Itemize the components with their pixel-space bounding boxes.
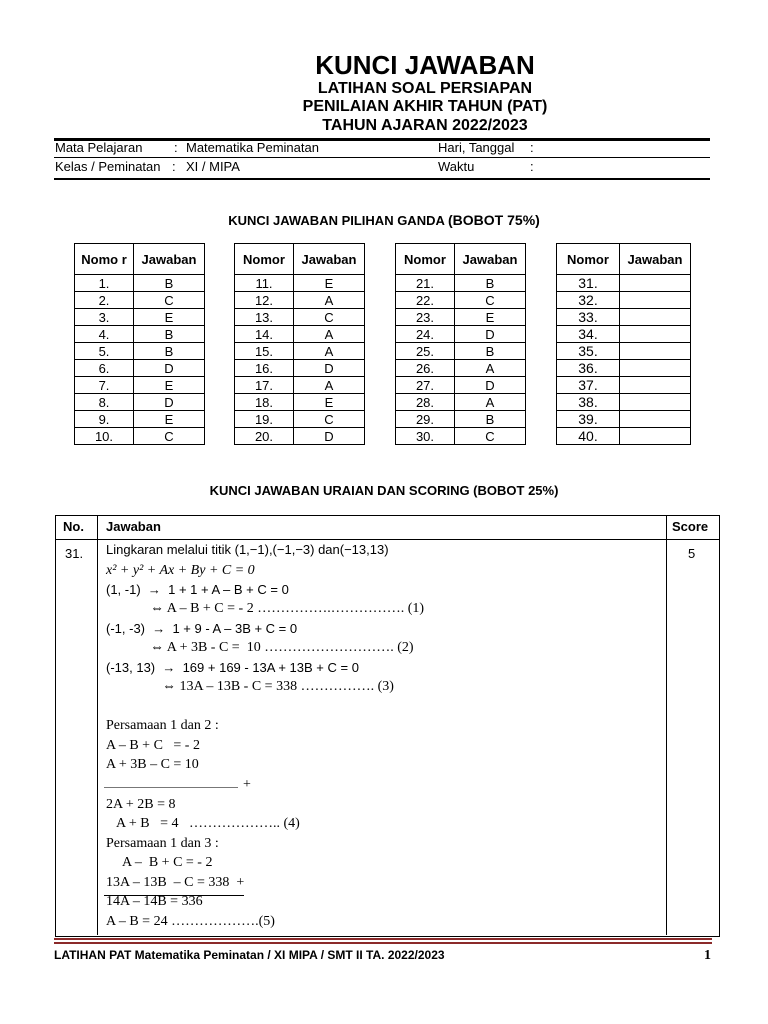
solution-line: 13A – 13B – C = 338 + [106, 875, 245, 890]
answer-value: C [455, 292, 526, 309]
answer-row [557, 360, 691, 377]
answer-row [75, 377, 205, 394]
answer-row [557, 343, 691, 360]
answer-number: 34. [557, 326, 620, 343]
hari-sep: : [530, 140, 534, 155]
pg-section-title [0, 212, 768, 228]
answer-number: 1. [75, 275, 134, 292]
answer-value [620, 309, 691, 326]
answer-value: E [134, 309, 205, 326]
solution-line: A – B + C = - 2 [106, 738, 200, 753]
answer-row [75, 292, 205, 309]
answer-row [235, 360, 365, 377]
answer-row [396, 377, 526, 394]
solution-line: A – B + C = - 2 [122, 855, 213, 870]
answer-value: C [134, 428, 205, 445]
answer-value: B [134, 275, 205, 292]
solution-line: ⇔ A + 3B - C = 10 ………………………. (2) [150, 640, 414, 655]
answer-value: A [294, 292, 365, 309]
solution-line: A – B = 24 ……………….(5) [106, 914, 275, 929]
essay-row-number: 31. [65, 546, 84, 561]
answer-row [235, 326, 365, 343]
answer-row [557, 428, 691, 445]
answer-value: A [294, 343, 365, 360]
essay-col-answer: Jawaban [106, 519, 161, 534]
answer-row [557, 275, 691, 292]
answer-value: A [455, 360, 526, 377]
footer-rule-2 [54, 942, 712, 944]
answer-row [557, 326, 691, 343]
waktu-label: Waktu [438, 159, 475, 174]
answer-row [396, 292, 526, 309]
answer-value [620, 292, 691, 309]
answer-row [557, 411, 691, 428]
answer-number: 39. [557, 411, 620, 428]
solution-line: ⇔ A – B + C = - 2 …………….……………. (1) [150, 601, 425, 616]
answer-row [396, 309, 526, 326]
solution-line: (-1, -3) → 1 + 9 - A – 3B + C = 0 [106, 621, 298, 636]
answer-row [75, 309, 205, 326]
answer-value: E [294, 394, 365, 411]
pg-col-answer: Jawaban [134, 244, 205, 275]
answer-row [75, 411, 205, 428]
answer-value: E [455, 309, 526, 326]
answer-value: C [134, 292, 205, 309]
answer-row [235, 411, 365, 428]
waktu-sep: : [530, 159, 534, 174]
answer-number: 7. [75, 377, 134, 394]
answer-row [75, 394, 205, 411]
answer-value: B [455, 343, 526, 360]
answer-number: 40. [557, 428, 620, 445]
answer-value: C [455, 428, 526, 445]
answer-row [396, 275, 526, 292]
answer-row [75, 360, 205, 377]
answer-value: D [455, 326, 526, 343]
answer-row [235, 428, 365, 445]
answer-number: 22. [396, 292, 455, 309]
answer-number: 11. [235, 275, 294, 292]
answer-number: 14. [235, 326, 294, 343]
page-title: KUNCI JAWABAN [315, 50, 535, 80]
pg-col-answer: Jawaban [455, 244, 526, 275]
mapel-sep: : [174, 140, 178, 155]
solution-line: x² + y² + Ax + By + C = 0 [106, 563, 255, 578]
pg-section-weight: (BOBOT 75%) [448, 212, 540, 228]
answer-row [557, 309, 691, 326]
solution-line: 2A + 2B = 8 [106, 797, 176, 812]
answer-row [235, 309, 365, 326]
essay-col-divider-2 [666, 515, 667, 935]
pg-col-answer: Jawaban [294, 244, 365, 275]
kelas-value: XI / MIPA [186, 159, 240, 174]
answer-row [557, 394, 691, 411]
answer-number: 25. [396, 343, 455, 360]
answer-value [620, 411, 691, 428]
answer-number: 31. [557, 275, 620, 292]
pg-col-number: Nomor [235, 244, 294, 275]
solution-line: 14A – 14B = 336 [106, 894, 203, 909]
answer-value: B [134, 343, 205, 360]
hari-label: Hari, Tanggal [438, 140, 515, 155]
pg-col-number: Nomor [396, 244, 455, 275]
answer-value: D [455, 377, 526, 394]
answer-row [396, 411, 526, 428]
answer-value: E [294, 275, 365, 292]
solution-line: (1, -1) → 1 + 1 + A – B + C = 0 [106, 582, 289, 597]
answer-value: C [294, 411, 365, 428]
solution-line: (-13, 13) → 169 + 169 - 13A + 13B + C = 0 [106, 660, 359, 675]
answer-row [557, 292, 691, 309]
answer-number: 17. [235, 377, 294, 394]
answer-number: 30. [396, 428, 455, 445]
essay-section-title: KUNCI JAWABAN URAIAN DAN SCORING (BOBOT 25%) [209, 483, 559, 498]
answer-value [620, 394, 691, 411]
answer-value: D [134, 394, 205, 411]
answer-number: 32. [557, 292, 620, 309]
sum-rule-1 [104, 787, 238, 788]
answer-number: 5. [75, 343, 134, 360]
answer-number: 24. [396, 326, 455, 343]
answer-value: B [455, 411, 526, 428]
answer-number: 16. [235, 360, 294, 377]
answer-value [620, 360, 691, 377]
answer-value: D [294, 360, 365, 377]
answer-number: 28. [396, 394, 455, 411]
solution-line: A + B = 4 ……………….. (4) [116, 816, 300, 831]
answer-value: D [294, 428, 365, 445]
answer-value [620, 377, 691, 394]
essay-header-divider [55, 539, 719, 540]
answer-number: 3. [75, 309, 134, 326]
answer-row [557, 377, 691, 394]
answer-row [235, 394, 365, 411]
answer-value [620, 428, 691, 445]
page-subtitle-1: LATIHAN SOAL PERSIAPAN [317, 80, 533, 97]
answer-row [396, 326, 526, 343]
header-rule-top [54, 138, 710, 141]
answer-number: 18. [235, 394, 294, 411]
page-subtitle-3: TAHUN AJARAN 2022/2023 [322, 117, 528, 134]
answer-number: 12. [235, 292, 294, 309]
mapel-value: Matematika Peminatan [186, 140, 319, 155]
footer-rule-1 [54, 938, 712, 940]
answer-value: A [294, 326, 365, 343]
answer-row [235, 377, 365, 394]
answer-number: 29. [396, 411, 455, 428]
answer-number: 33. [557, 309, 620, 326]
answer-row [396, 428, 526, 445]
answer-value: E [134, 377, 205, 394]
header-rule-bottom [54, 178, 710, 180]
solution-line: Persamaan 1 dan 2 : [106, 718, 219, 733]
answer-number: 19. [235, 411, 294, 428]
answer-row [75, 275, 205, 292]
plus-sign: + [243, 777, 251, 792]
answer-row [75, 343, 205, 360]
mapel-label: Mata Pelajaran [55, 140, 143, 155]
answer-number: 13. [235, 309, 294, 326]
essay-col-divider-1 [97, 515, 98, 935]
answer-row [235, 343, 365, 360]
answer-number: 23. [396, 309, 455, 326]
pg-col-number: Nomo r [75, 244, 134, 275]
solution-line: ⇔ 13A – 13B - C = 338 ……………. (3) [162, 679, 394, 694]
page-number: 1 [704, 948, 711, 963]
answer-number: 8. [75, 394, 134, 411]
answer-number: 35. [557, 343, 620, 360]
essay-col-no: No. [63, 519, 84, 534]
answer-number: 27. [396, 377, 455, 394]
answer-value: E [134, 411, 205, 428]
answer-number: 6. [75, 360, 134, 377]
answer-value: A [455, 394, 526, 411]
answer-row [75, 428, 205, 445]
answer-number: 2. [75, 292, 134, 309]
kelas-label: Kelas / Peminatan [55, 159, 161, 174]
answer-number: 15. [235, 343, 294, 360]
answer-value: B [134, 326, 205, 343]
answer-value: C [294, 309, 365, 326]
footer-text: LATIHAN PAT Matematika Peminatan / XI MIPA / SMT II TA. 2022/2023 [54, 948, 445, 962]
solution-line: A + 3B – C = 10 [106, 757, 199, 772]
answer-number: 9. [75, 411, 134, 428]
solution-line: Lingkaran melalui titik (1,−1),(−1,−3) dan(−13,13) [106, 542, 389, 557]
answer-number: 10. [75, 428, 134, 445]
answer-row [235, 292, 365, 309]
pg-col-answer: Jawaban [620, 244, 691, 275]
answer-number: 37. [557, 377, 620, 394]
answer-value: B [455, 275, 526, 292]
header-rule-mid [54, 157, 710, 158]
answer-value: D [134, 360, 205, 377]
answer-number: 38. [557, 394, 620, 411]
answer-row [396, 343, 526, 360]
essay-row-score: 5 [688, 546, 696, 561]
kelas-sep: : [172, 159, 176, 174]
answer-number: 26. [396, 360, 455, 377]
page-subtitle-2: PENILAIAN AKHIR TAHUN (PAT) [302, 98, 548, 115]
pg-table-3 [395, 243, 526, 445]
answer-number: 4. [75, 326, 134, 343]
pg-section-title-text: KUNCI JAWABAN PILIHAN GANDA [228, 213, 445, 228]
answer-number: 21. [396, 275, 455, 292]
answer-row [75, 326, 205, 343]
answer-number: 36. [557, 360, 620, 377]
pg-table-4 [556, 243, 691, 445]
solution-line: Persamaan 1 dan 3 : [106, 836, 219, 851]
pg-col-number: Nomor [557, 244, 620, 275]
answer-value [620, 343, 691, 360]
answer-value [620, 326, 691, 343]
answer-row [396, 360, 526, 377]
answer-row [396, 394, 526, 411]
pg-table-2 [234, 243, 365, 445]
pg-table-1 [74, 243, 205, 445]
essay-col-score: Score [672, 519, 709, 534]
answer-row [235, 275, 365, 292]
answer-value: A [294, 377, 365, 394]
answer-value [620, 275, 691, 292]
answer-number: 20. [235, 428, 294, 445]
